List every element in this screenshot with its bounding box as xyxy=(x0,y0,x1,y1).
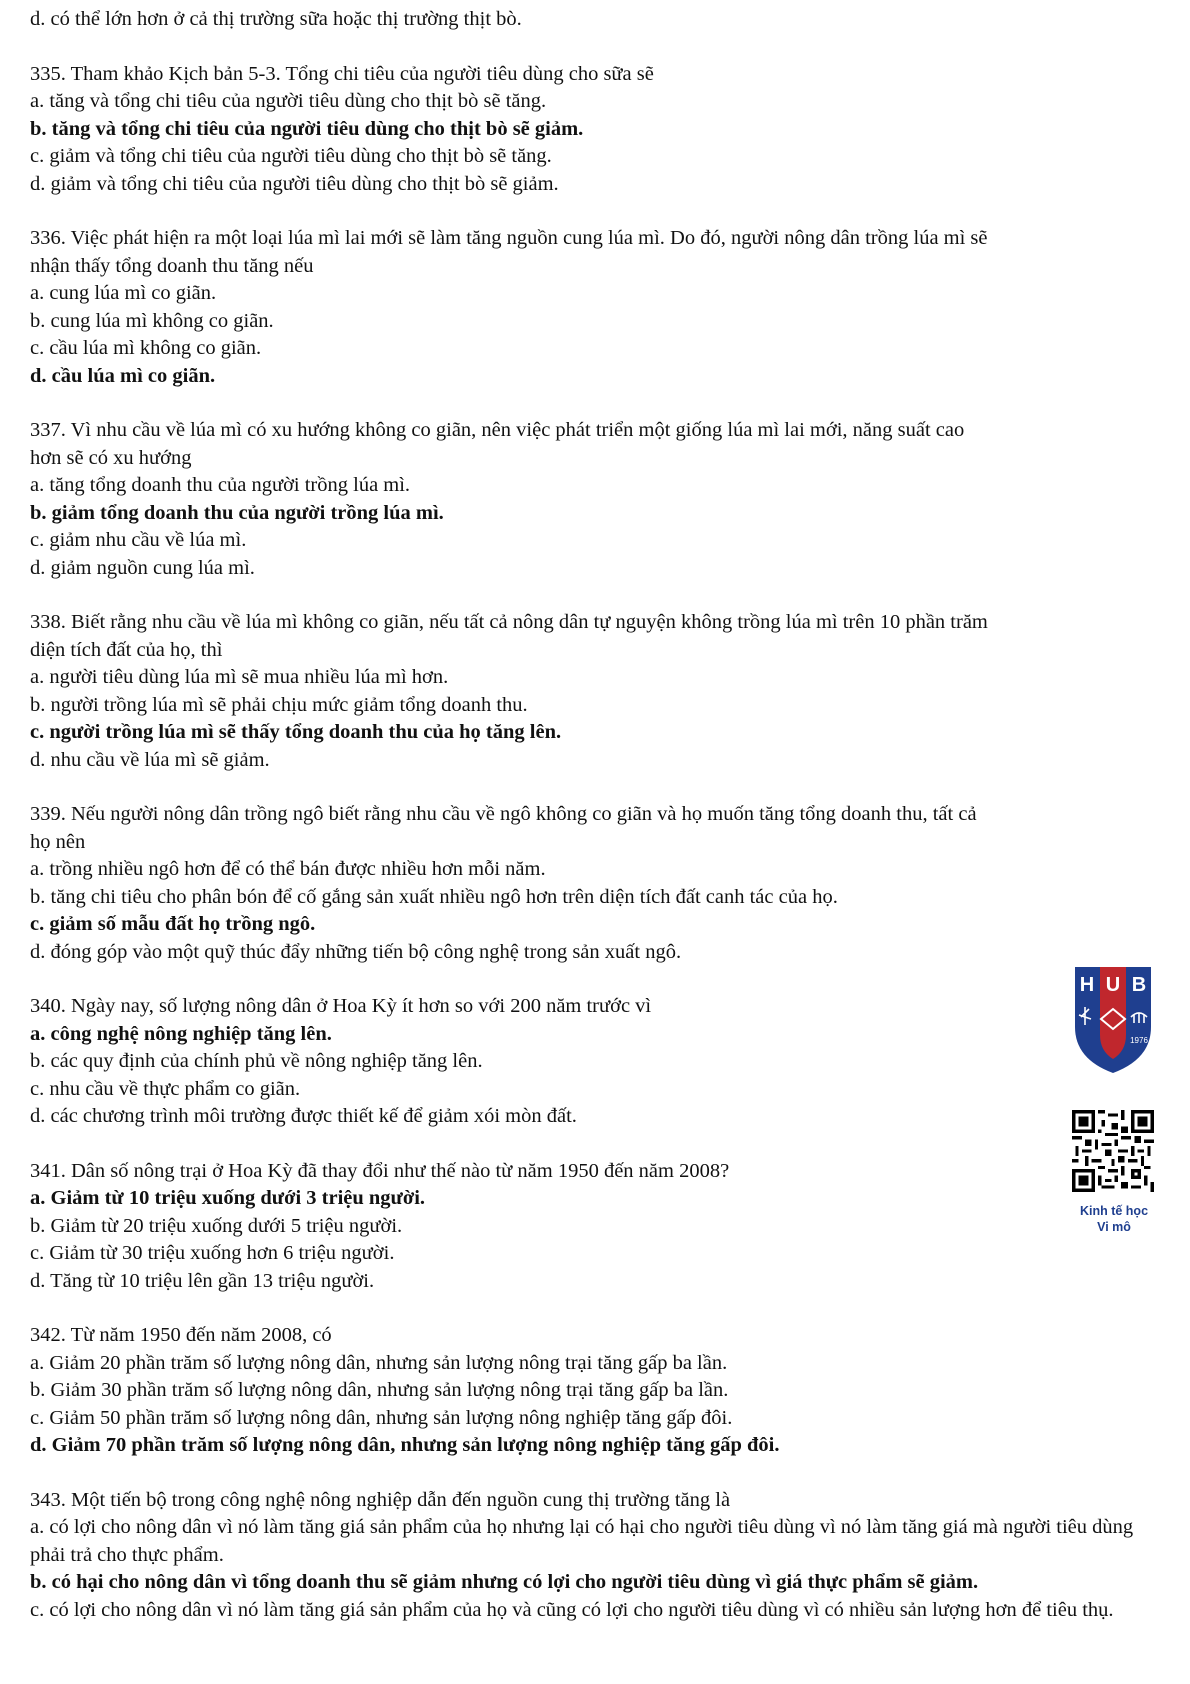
answer-option: a. trồng nhiều ngô hơn để có thể bán được nhiều hơn mỗi năm. xyxy=(30,858,546,880)
question-stem-line: diện tích đất của họ, thì xyxy=(30,638,223,661)
answer-option: c. có lợi cho nông dân vì nó làm tăng giá sản phẩm của họ và cũng có lợi cho người tiêu dùng vì có nhiều sản lượng hơn để tiêu thụ. xyxy=(30,1598,1114,1621)
question-block xyxy=(30,993,1165,1131)
question-block xyxy=(30,417,1165,582)
hub-logo xyxy=(1073,965,1153,1075)
intro-line: d. có thể lớn hơn ở cả thị trường sữa hoặc thị trường thịt bò. xyxy=(30,8,522,30)
logo-caption xyxy=(1062,1203,1166,1235)
answer-option: d. đóng góp vào một quỹ thúc đẩy những tiến bộ công nghệ trong sản xuất ngô. xyxy=(30,940,682,963)
answer-option: c. giảm và tổng chi tiêu của người tiêu dùng cho thịt bò sẽ tăng. xyxy=(30,145,552,167)
answer-option: d. giảm và tổng chi tiêu của người tiêu dùng cho thịt bò sẽ giảm. xyxy=(30,172,559,195)
answer-option: d. nhu cầu về lúa mì sẽ giảm. xyxy=(30,748,270,771)
answer-option-correct: d. Giảm 70 phần trăm số lượng nông dân, nhưng sản lượng nông nghiệp tăng gấp đôi. xyxy=(30,1434,780,1456)
hub-shield-icon xyxy=(1073,965,1153,1075)
answer-option: b. người trồng lúa mì sẽ phải chịu mức giảm tổng doanh thu. xyxy=(30,693,528,716)
logo-letter-b: B xyxy=(1131,974,1147,996)
answer-option: d. giảm nguồn cung lúa mì. xyxy=(30,556,255,579)
question-stem-line: 338. Biết rằng nhu cầu về lúa mì không co giãn, nếu tất cả nông dân tự nguyện không trồng lúa mì trên 10 phần trăm xyxy=(30,611,988,633)
answer-option-correct: b. tăng và tổng chi tiêu của người tiêu dùng cho thịt bò sẽ giảm. xyxy=(30,117,584,140)
answer-option: a. Giảm 20 phần trăm số lượng nông dân, nhưng sản lượng nông trại tăng gấp ba lần. xyxy=(30,1351,728,1374)
answer-option-correct: b. có hại cho nông dân vì tổng doanh thu sẽ giảm nhưng có lợi cho người tiêu dùng vì giá thực phẩm sẽ giảm. xyxy=(30,1571,979,1593)
logo-caption-line-2: Vi mô xyxy=(1097,1220,1131,1234)
qr-code-icon xyxy=(1072,1110,1154,1192)
question-stem-line: 335. Tham khảo Kịch bản 5-3. Tổng chi tiêu của người tiêu dùng cho sữa sẽ xyxy=(30,62,654,85)
answer-option: a. có lợi cho nông dân vì nó làm tăng giá sản phẩm của họ nhưng lại có hại cho người tiêu dùng vì nó làm tăng giá mà người tiêu dùng phải trả cho thực phẩm. xyxy=(30,1516,1134,1566)
answer-option: c. giảm nhu cầu về lúa mì. xyxy=(30,529,247,551)
question-stem-line: 336. Việc phát hiện ra một loại lúa mì lai mới sẽ làm tăng nguồn cung lúa mì. Do đó, người nông dân trồng lúa mì sẽ xyxy=(30,227,988,249)
question-stem-line: 337. Vì nhu cầu về lúa mì có xu hướng không co giãn, nên việc phát triển một giống lúa mì lai mới, năng suất cao xyxy=(30,419,965,441)
question-stem-line: 341. Dân số nông trại ở Hoa Kỳ đã thay đổi như thế nào từ năm 1950 đến năm 2008? xyxy=(30,1159,730,1182)
question-block xyxy=(30,1322,1165,1460)
logo-letter-u: U xyxy=(1105,974,1121,996)
question-block xyxy=(30,61,1165,199)
question-stem-line: 343. Một tiến bộ trong công nghệ nông nghiệp dẫn đến nguồn cung thị trường tăng là xyxy=(30,1488,731,1511)
answer-option-correct: d. cầu lúa mì co giãn. xyxy=(30,364,216,387)
question-stem-line: họ nên xyxy=(30,830,86,853)
answer-option: b. cung lúa mì không co giãn. xyxy=(30,309,274,332)
question-stem-line: hơn sẽ có xu hướng xyxy=(30,446,192,469)
answer-option: c. Giảm 50 phần trăm số lượng nông dân, nhưng sản lượng nông nghiệp tăng gấp đôi. xyxy=(30,1406,733,1429)
answer-option-correct: a. công nghệ nông nghiệp tăng lên. xyxy=(30,1022,332,1045)
question-block xyxy=(30,1487,1165,1625)
answer-option: b. Giảm 30 phần trăm số lượng nông dân, nhưng sản lượng nông trại tăng gấp ba lần. xyxy=(30,1379,729,1401)
logo-year: 1976 xyxy=(1130,1036,1148,1045)
logo-caption-line-1: Kinh tế học xyxy=(1079,1204,1149,1218)
answer-option-correct: c. giảm số mẫu đất họ trồng ngô. xyxy=(30,913,316,935)
question-block xyxy=(30,801,1165,966)
answer-option: c. nhu cầu về thực phẩm co giãn. xyxy=(30,1077,301,1100)
answer-option: d. Tăng từ 10 triệu lên gần 13 triệu người. xyxy=(30,1269,375,1292)
logo-letter-h: H xyxy=(1079,974,1095,996)
question-block xyxy=(30,609,1165,774)
question-list xyxy=(30,61,1165,1625)
question-stem-line: 342. Từ năm 1950 đến năm 2008, có xyxy=(30,1324,332,1346)
answer-option: c. cầu lúa mì không co giãn. xyxy=(30,337,262,359)
document-page xyxy=(30,0,1165,1624)
answer-option-correct: b. giảm tổng doanh thu của người trồng lúa mì. xyxy=(30,501,444,524)
answer-option: a. tăng và tổng chi tiêu của người tiêu dùng cho thịt bò sẽ tăng. xyxy=(30,90,547,112)
answer-option: a. cung lúa mì co giãn. xyxy=(30,282,217,304)
question-stem-line: 340. Ngày nay, số lượng nông dân ở Hoa Kỳ ít hơn so với 200 năm trước vì xyxy=(30,995,652,1017)
question-block xyxy=(30,1158,1165,1296)
answer-option: c. Giảm từ 30 triệu xuống hơn 6 triệu người. xyxy=(30,1242,395,1264)
answer-option: b. tăng chi tiêu cho phân bón để cố gắng sản xuất nhiều ngô hơn trên diện tích đất canh tác của họ. xyxy=(30,885,838,908)
answer-option: d. các chương trình môi trường được thiết kế để giảm xói mòn đất. xyxy=(30,1105,577,1127)
question-stem-line: nhận thấy tổng doanh thu tăng nếu xyxy=(30,254,314,277)
answer-option: b. Giảm từ 20 triệu xuống dưới 5 triệu người. xyxy=(30,1214,403,1237)
answer-option: b. các quy định của chính phủ về nông nghiệp tăng lên. xyxy=(30,1050,483,1072)
answer-option-correct: c. người trồng lúa mì sẽ thấy tổng doanh thu của họ tăng lên. xyxy=(30,721,562,743)
answer-option-correct: a. Giảm từ 10 triệu xuống dưới 3 triệu người. xyxy=(30,1187,426,1209)
answer-option: a. người tiêu dùng lúa mì sẽ mua nhiều lúa mì hơn. xyxy=(30,666,449,688)
question-block xyxy=(30,225,1165,390)
answer-option: a. tăng tổng doanh thu của người trồng lúa mì. xyxy=(30,474,411,496)
question-stem-line: 339. Nếu người nông dân trồng ngô biết rằng nhu cầu về ngô không co giãn và họ muốn tăng tổng doanh thu, tất cả xyxy=(30,803,977,825)
